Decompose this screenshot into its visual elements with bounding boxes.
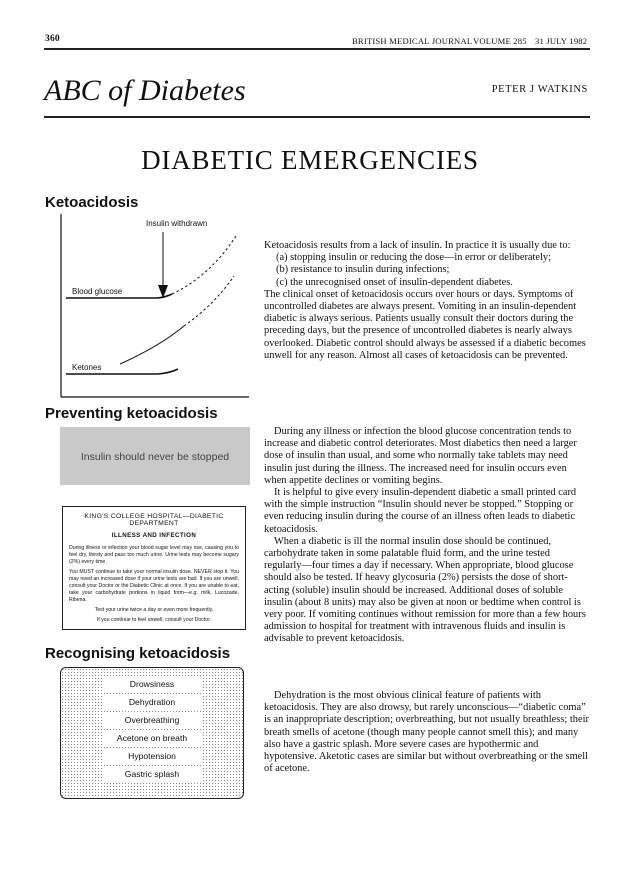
sign-item: Dehydration	[102, 695, 202, 710]
recognising-text	[264, 690, 590, 775]
ketoacidosis-intro: Ketoacidosis results from a lack of insulin. In practice it is usually due to:	[264, 240, 571, 251]
heading-preventing: Preventing ketoacidosis	[45, 405, 218, 422]
heading-recognising: Recognising ketoacidosis	[45, 645, 231, 662]
card-line: Test your urine twice a day or even more frequently.	[94, 607, 214, 613]
ketones-curve-dashed	[184, 276, 234, 326]
sign-item: Gastric splash	[102, 767, 202, 782]
title-rule	[44, 116, 590, 118]
ketoacidosis-body: The clinical onset of ketoacidosis occurs over hours or days. Symptoms of uncontrolled diabetes are always present. Vomiting in an insulin-dependent diabetic is always serious. Patients usually consult their doctors during the preceding days, but the presence of uncontrolled diabetes is nearly always overlooked. Diabetic control should always be assessed if a diabetic becomes unwell for any reason. Almost all cases of ketoacidosis can be prevented.	[264, 288, 586, 361]
cause-item: (a) stopping insulin or reducing the dose—in error or deliberately;	[276, 252, 551, 264]
journal-date: 31 JULY 1982	[535, 36, 588, 46]
card-line: During illness or infection your blood sugar level may rise, causing you to feel dry, thirsty and pass too much urine. Urine tests may become sugary (2%) every time.	[69, 545, 239, 565]
card-header: KING'S COLLEGE HOSPITAL—DIABETIC DEPARTMENT	[84, 513, 224, 527]
series-title: ABC of Diabetes	[44, 74, 246, 107]
preventing-paragraph: During any illness or infection the blood glucose concentration tends to increase and diabetic control deteriorates. Most diabetics then need a larger dose of insulin than usual, and some who normally take tablets may need insulin just during the illness. The increased need for insulin occurs even when appetite declines or vomiting begins.	[264, 426, 577, 486]
insulin-withdrawal-figure	[60, 214, 250, 400]
sign-item: Overbreathing	[102, 713, 202, 728]
insulin-warning-text: Insulin should never be stopped	[80, 451, 230, 463]
preventing-paragraph: When a diabetic is ill the normal insulin dose should be continued, carbohydrate taken in some palatable fluid form, and the urine tested regularly—four times a day if necessary. When appropriate, blood glucose should also be tested. If heavy glycosuria (2%) persists the dose of short-acting (soluble) insulin should be increased. Additional doses of soluble insulin (about 8 units) may also be given at noon or bedtime when control is very poor. If vomiting continues without remission for more than a few hours admission to hospital for treatment with intravenous fluids and insulin is advisable to prevent ketoacidosis.	[264, 535, 586, 645]
card-subheader: ILLNESS AND INFECTION	[111, 532, 197, 539]
sign-item: Acetone on breath	[102, 731, 202, 746]
signs-box	[60, 667, 244, 799]
recognising-body: Dehydration is the most obvious clinical feature of patients with ketoacidosis. They are also drowsy, but rarely unconscious—“diabetic coma” is an inappropriate description; overbreathing, but not usually breathless; their breath smells of acetone (though many people cannot smell this); and many also have a gastric splash. More severe cases are hypothermic and hypotensive. Aketotic cases are similar but without overbreathing or the smell of acetone.	[264, 690, 589, 775]
main-title: DIABETIC EMERGENCIES	[141, 145, 479, 175]
glucose-curve-dashed	[172, 236, 236, 294]
ketoacidosis-text	[264, 240, 590, 362]
journal-name: BRITISH MEDICAL JOURNAL	[352, 36, 473, 46]
figure-label-glucose: Blood glucose	[72, 287, 123, 296]
insulin-warning-box	[60, 427, 250, 485]
preventing-text	[264, 426, 590, 646]
card-line: If you continue to feel unwell, consult your Doctor.	[96, 617, 212, 623]
card-line: You MUST continue to take your normal insulin dose. NEVER stop it. You may need an increased dose if your urine tests are bad. If you are unwell, consult your Doctor or the Diabetic Clinic at once. If you are unable to eat, take your carbohydrate portions in liquid form—e.g. milk, Lucozade, Ribena.	[69, 569, 239, 603]
journal-volume: VOLUME 285	[473, 36, 527, 46]
cause-item: (b) resistance to insulin during infections;	[276, 264, 450, 276]
header-rule	[44, 48, 590, 50]
ketones-curve-solid	[120, 326, 184, 364]
page-number: 360	[45, 34, 60, 44]
cause-item: (c) the unrecognised onset of insulin-dependent diabetes.	[276, 276, 513, 288]
preventing-paragraph: It is helpful to give every insulin-dependent diabetic a small printed card with the simple instruction “Insulin should never be stopped.” Stopping or even reducing insulin during the course of an illness often leads to diabetic ketoacidosis.	[264, 487, 577, 535]
sign-item: Hypotension	[102, 749, 202, 764]
figure-label-ketones: Ketones	[72, 363, 102, 372]
heading-ketoacidosis: Ketoacidosis	[45, 194, 139, 211]
author-name: PETER J WATKINS	[491, 84, 588, 95]
sign-item: Drowsiness	[102, 677, 202, 692]
hospital-card	[62, 506, 246, 630]
figure-label-insulin: Insulin withdrawn	[146, 219, 208, 228]
